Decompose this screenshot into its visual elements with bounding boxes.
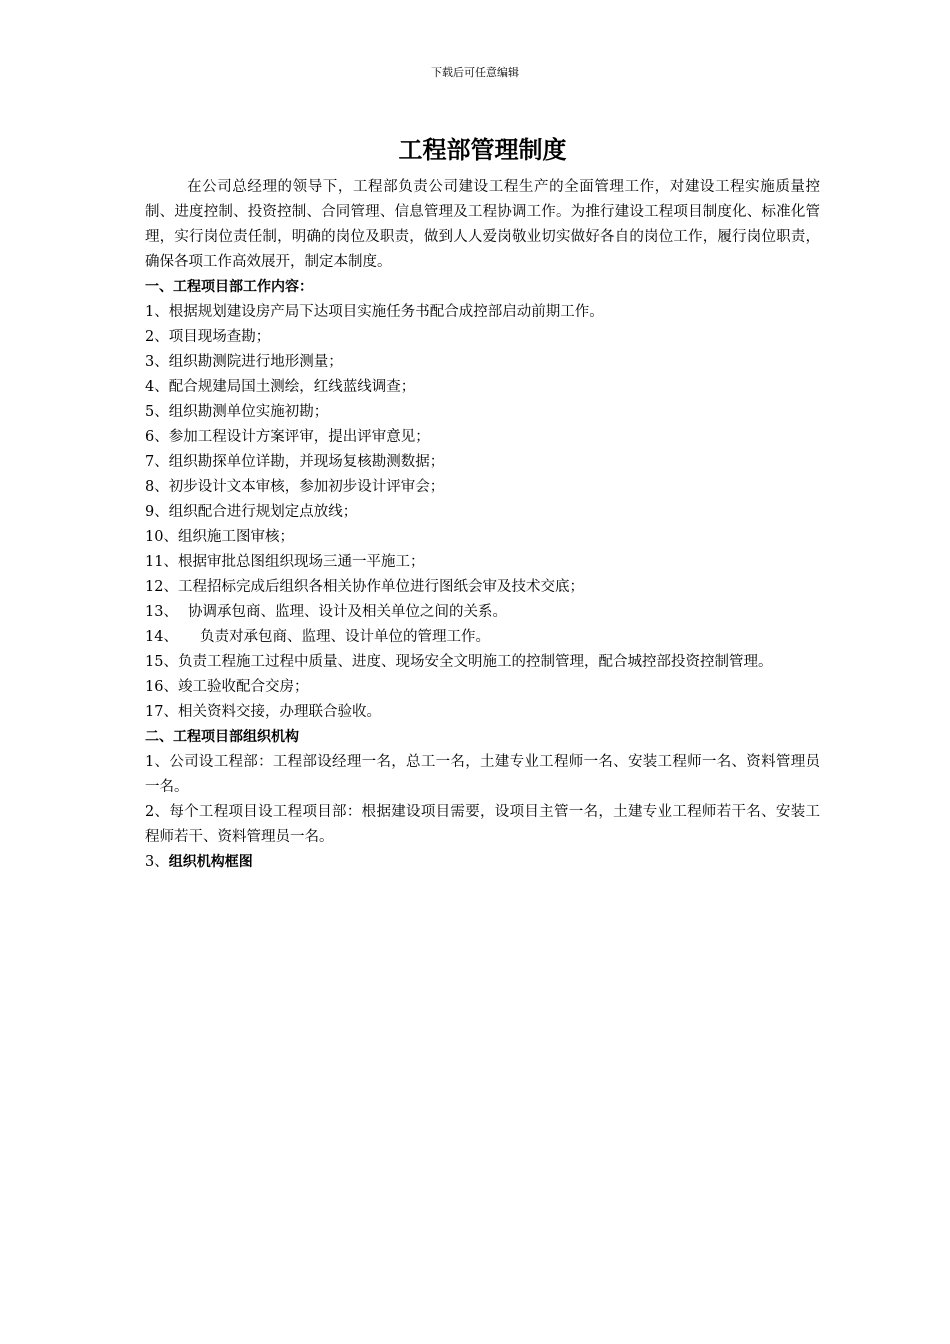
list-item-text: 组织机构框图 [168, 854, 253, 870]
list-item: 10、组织施工图审核； [145, 529, 294, 545]
list-item-text: 协调承包商、监理、设计及相关单位之间的关系。 [187, 604, 507, 620]
list-item: 1、根据规划建设房产局下达项目实施任务书配合成控部启动前期工作。 [145, 304, 604, 320]
list-item: 6、参加工程设计方案评审，提出评审意见； [145, 429, 430, 445]
list-item: 2、项目现场查勘； [145, 329, 271, 345]
list-item: 16、竣工验收配合交房； [145, 679, 309, 695]
list-item: 3、组织勘测院进行地形测量； [145, 354, 343, 370]
section1-heading: 一、工程项目部工作内容： [145, 279, 313, 295]
list-item-number: 14、 [145, 629, 178, 645]
list-item: 5、组织勘测单位实施初勘； [145, 404, 329, 420]
document-title: 工程部管理制度 [398, 136, 567, 164]
page-header-note: 下载后可任意编辑 [431, 66, 519, 79]
intro-paragraph: 在公司总经理的领导下，工程部负责公司建设工程生产的全面管理工作，对建设工程实施质量控制、进度控制、投资控制、合同管理、信息管理及工程协调工作。为推行建设工程项目制度化、标准化管理，实行岗位责任制，明确的岗位及职责，做到人人爱岗敬业切实做好各自的岗位工作，履行岗位职责，确保各项工作高效展开，制定本制度。 [145, 179, 820, 270]
list-item-number: 3、 [145, 854, 169, 870]
list-item-3 [145, 850, 820, 875]
list-item: 9、组织配合进行规划定点放线； [145, 504, 358, 520]
list-item: 4、配合规建局国土测绘，红线蓝线调查； [145, 379, 416, 395]
list-item: 7、组织勘探单位详勘，并现场复核勘测数据； [145, 454, 445, 470]
list-item: 12、工程招标完成后组织各相关协作单位进行图纸会审及技术交底； [145, 579, 584, 595]
list-item: 2、每个工程项目设工程项目部：根据建设项目需要，设项目主管一名，土建专业工程师若干名、安装工程师若干、资料管理员一名。 [145, 804, 820, 845]
list-item-13 [145, 600, 820, 625]
section2-heading: 二、工程项目部组织机构 [145, 729, 299, 745]
list-item: 1、公司设工程部：工程部设经理一名，总工一名，土建专业工程师一名、安装工程师一名、资料管理员一名。 [145, 754, 820, 795]
list-item: 8、初步设计文本审核，参加初步设计评审会； [145, 479, 445, 495]
list-item: 17、相关资料交接，办理联合验收。 [145, 704, 381, 720]
list-item: 11、根据审批总图组织现场三通一平施工； [145, 554, 425, 570]
list-item-14 [145, 625, 820, 650]
list-item-text: 负责对承包商、监理、设计单位的管理工作。 [199, 629, 490, 645]
document-body [145, 133, 820, 875]
list-item: 15、负责工程施工过程中质量、进度、现场安全文明施工的控制管理，配合城控部投资控制管理。 [145, 654, 773, 670]
list-item-number: 13、 [145, 604, 178, 620]
